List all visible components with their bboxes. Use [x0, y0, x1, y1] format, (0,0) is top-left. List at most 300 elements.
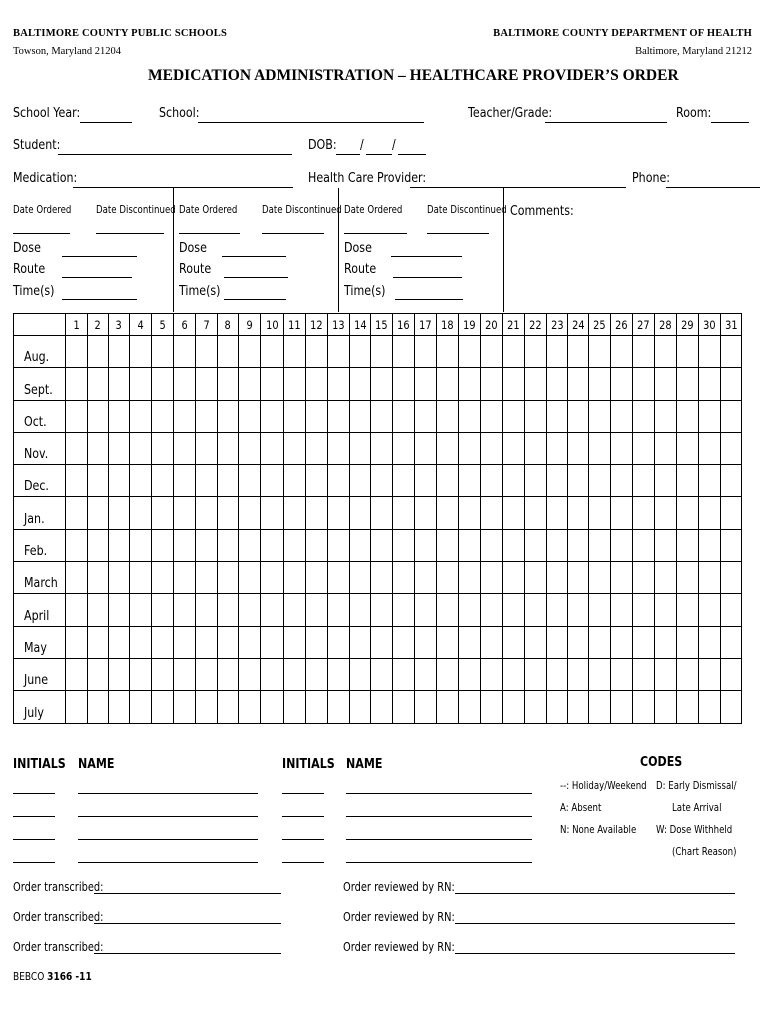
initials-cell[interactable]	[306, 465, 328, 497]
initials-cell[interactable]	[218, 658, 239, 690]
initials-cell[interactable]	[174, 368, 196, 400]
initials-cell[interactable]	[677, 562, 699, 594]
initials-cell[interactable]	[174, 594, 196, 626]
initials-cell[interactable]	[239, 529, 261, 561]
initials-cell[interactable]	[239, 336, 261, 368]
initials-cell[interactable]	[218, 691, 239, 723]
initials-field[interactable]	[282, 862, 324, 863]
initials-cell[interactable]	[547, 626, 568, 658]
name-field[interactable]	[346, 816, 532, 817]
name-field[interactable]	[78, 862, 258, 863]
initials-cell[interactable]	[655, 626, 677, 658]
initials-cell[interactable]	[130, 497, 152, 529]
initials-cell[interactable]	[677, 691, 699, 723]
dob-day-field[interactable]	[366, 154, 392, 155]
initials-cell[interactable]	[393, 691, 415, 723]
initials-cell[interactable]	[437, 465, 459, 497]
initials-cell[interactable]	[174, 465, 196, 497]
initials-cell[interactable]	[109, 529, 130, 561]
initials-cell[interactable]	[568, 400, 589, 432]
initials-cell[interactable]	[109, 562, 130, 594]
initials-cell[interactable]	[721, 594, 742, 626]
order-transcribed-field[interactable]	[94, 953, 281, 954]
initials-cell[interactable]	[88, 691, 109, 723]
initials-cell[interactable]	[130, 691, 152, 723]
date-discontinued-field[interactable]	[262, 233, 324, 234]
initials-cell[interactable]	[589, 368, 611, 400]
initials-cell[interactable]	[261, 626, 284, 658]
initials-cell[interactable]	[721, 691, 742, 723]
initials-cell[interactable]	[88, 497, 109, 529]
initials-cell[interactable]	[218, 497, 239, 529]
initials-cell[interactable]	[437, 497, 459, 529]
initials-cell[interactable]	[152, 497, 174, 529]
initials-cell[interactable]	[459, 691, 481, 723]
initials-cell[interactable]	[655, 368, 677, 400]
initials-cell[interactable]	[633, 497, 655, 529]
initials-cell[interactable]	[130, 432, 152, 464]
initials-cell[interactable]	[328, 658, 350, 690]
initials-cell[interactable]	[196, 368, 218, 400]
initials-cell[interactable]	[350, 400, 371, 432]
initials-cell[interactable]	[284, 497, 306, 529]
initials-cell[interactable]	[611, 562, 633, 594]
initials-cell[interactable]	[130, 529, 152, 561]
initials-cell[interactable]	[284, 432, 306, 464]
initials-cell[interactable]	[655, 658, 677, 690]
initials-cell[interactable]	[611, 497, 633, 529]
initials-cell[interactable]	[677, 594, 699, 626]
initials-cell[interactable]	[481, 432, 503, 464]
initials-cell[interactable]	[547, 368, 568, 400]
initials-cell[interactable]	[284, 562, 306, 594]
initials-cell[interactable]	[721, 336, 742, 368]
initials-cell[interactable]	[350, 529, 371, 561]
initials-cell[interactable]	[284, 465, 306, 497]
initials-cell[interactable]	[328, 562, 350, 594]
name-field[interactable]	[346, 862, 532, 863]
initials-cell[interactable]	[152, 368, 174, 400]
initials-cell[interactable]	[589, 691, 611, 723]
initials-cell[interactable]	[393, 562, 415, 594]
initials-cell[interactable]	[109, 626, 130, 658]
initials-cell[interactable]	[568, 594, 589, 626]
initials-cell[interactable]	[371, 497, 393, 529]
initials-cell[interactable]	[306, 400, 328, 432]
initials-cell[interactable]	[284, 594, 306, 626]
initials-cell[interactable]	[306, 691, 328, 723]
initials-cell[interactable]	[261, 336, 284, 368]
initials-cell[interactable]	[721, 400, 742, 432]
initials-cell[interactable]	[525, 400, 547, 432]
initials-cell[interactable]	[547, 658, 568, 690]
initials-cell[interactable]	[633, 691, 655, 723]
initials-cell[interactable]	[503, 691, 525, 723]
initials-cell[interactable]	[481, 368, 503, 400]
initials-cell[interactable]	[655, 529, 677, 561]
initials-cell[interactable]	[130, 594, 152, 626]
initials-cell[interactable]	[525, 368, 547, 400]
initials-cell[interactable]	[196, 658, 218, 690]
initials-cell[interactable]	[503, 626, 525, 658]
order-reviewed-field[interactable]	[455, 953, 735, 954]
initials-cell[interactable]	[152, 529, 174, 561]
initials-cell[interactable]	[525, 562, 547, 594]
initials-cell[interactable]	[589, 432, 611, 464]
initials-cell[interactable]	[239, 432, 261, 464]
initials-cell[interactable]	[393, 432, 415, 464]
initials-cell[interactable]	[66, 658, 88, 690]
initials-cell[interactable]	[174, 691, 196, 723]
initials-cell[interactable]	[721, 562, 742, 594]
initials-cell[interactable]	[437, 529, 459, 561]
initials-cell[interactable]	[306, 368, 328, 400]
initials-cell[interactable]	[239, 497, 261, 529]
initials-field[interactable]	[13, 816, 55, 817]
initials-cell[interactable]	[109, 594, 130, 626]
initials-cell[interactable]	[328, 497, 350, 529]
initials-cell[interactable]	[218, 562, 239, 594]
initials-cell[interactable]	[239, 400, 261, 432]
initials-cell[interactable]	[721, 368, 742, 400]
initials-cell[interactable]	[130, 368, 152, 400]
initials-cell[interactable]	[66, 594, 88, 626]
initials-cell[interactable]	[547, 465, 568, 497]
initials-cell[interactable]	[284, 626, 306, 658]
initials-cell[interactable]	[218, 626, 239, 658]
initials-cell[interactable]	[218, 465, 239, 497]
initials-cell[interactable]	[174, 497, 196, 529]
initials-cell[interactable]	[459, 465, 481, 497]
initials-cell[interactable]	[152, 400, 174, 432]
initials-cell[interactable]	[66, 691, 88, 723]
initials-cell[interactable]	[350, 658, 371, 690]
route-field[interactable]	[224, 277, 288, 278]
initials-cell[interactable]	[174, 562, 196, 594]
initials-cell[interactable]	[66, 529, 88, 561]
initials-cell[interactable]	[481, 400, 503, 432]
initials-cell[interactable]	[371, 626, 393, 658]
initials-cell[interactable]	[589, 562, 611, 594]
initials-cell[interactable]	[611, 691, 633, 723]
initials-cell[interactable]	[611, 594, 633, 626]
initials-cell[interactable]	[677, 400, 699, 432]
initials-cell[interactable]	[152, 432, 174, 464]
initials-cell[interactable]	[633, 465, 655, 497]
initials-cell[interactable]	[547, 691, 568, 723]
initials-cell[interactable]	[415, 626, 437, 658]
initials-cell[interactable]	[196, 497, 218, 529]
initials-cell[interactable]	[88, 626, 109, 658]
date-ordered-field[interactable]	[179, 233, 240, 234]
initials-cell[interactable]	[239, 594, 261, 626]
initials-cell[interactable]	[196, 594, 218, 626]
initials-cell[interactable]	[611, 465, 633, 497]
dob-year-field[interactable]	[398, 154, 426, 155]
initials-cell[interactable]	[415, 594, 437, 626]
initials-cell[interactable]	[589, 626, 611, 658]
initials-cell[interactable]	[196, 336, 218, 368]
initials-cell[interactable]	[284, 368, 306, 400]
initials-cell[interactable]	[415, 691, 437, 723]
initials-cell[interactable]	[88, 465, 109, 497]
times-field[interactable]	[62, 299, 137, 300]
initials-cell[interactable]	[525, 497, 547, 529]
initials-cell[interactable]	[371, 336, 393, 368]
initials-cell[interactable]	[393, 658, 415, 690]
initials-cell[interactable]	[415, 562, 437, 594]
initials-cell[interactable]	[503, 658, 525, 690]
initials-cell[interactable]	[481, 658, 503, 690]
initials-cell[interactable]	[109, 691, 130, 723]
initials-cell[interactable]	[437, 432, 459, 464]
initials-cell[interactable]	[350, 562, 371, 594]
initials-cell[interactable]	[459, 400, 481, 432]
initials-cell[interactable]	[677, 626, 699, 658]
initials-cell[interactable]	[525, 529, 547, 561]
initials-cell[interactable]	[677, 465, 699, 497]
initials-cell[interactable]	[568, 465, 589, 497]
initials-cell[interactable]	[568, 336, 589, 368]
initials-cell[interactable]	[218, 594, 239, 626]
initials-cell[interactable]	[525, 658, 547, 690]
initials-cell[interactable]	[371, 529, 393, 561]
initials-cell[interactable]	[459, 626, 481, 658]
initials-cell[interactable]	[239, 562, 261, 594]
initials-cell[interactable]	[218, 368, 239, 400]
initials-cell[interactable]	[393, 400, 415, 432]
initials-cell[interactable]	[371, 562, 393, 594]
initials-cell[interactable]	[109, 336, 130, 368]
initials-cell[interactable]	[503, 529, 525, 561]
initials-cell[interactable]	[699, 400, 721, 432]
initials-cell[interactable]	[459, 594, 481, 626]
initials-cell[interactable]	[109, 658, 130, 690]
initials-cell[interactable]	[503, 594, 525, 626]
initials-cell[interactable]	[174, 432, 196, 464]
initials-cell[interactable]	[589, 465, 611, 497]
initials-cell[interactable]	[677, 497, 699, 529]
initials-cell[interactable]	[611, 400, 633, 432]
initials-cell[interactable]	[371, 400, 393, 432]
initials-cell[interactable]	[568, 626, 589, 658]
initials-cell[interactable]	[503, 336, 525, 368]
initials-cell[interactable]	[174, 400, 196, 432]
initials-cell[interactable]	[152, 336, 174, 368]
initials-cell[interactable]	[655, 497, 677, 529]
initials-cell[interactable]	[130, 626, 152, 658]
initials-cell[interactable]	[481, 497, 503, 529]
initials-cell[interactable]	[239, 465, 261, 497]
initials-cell[interactable]	[459, 497, 481, 529]
initials-cell[interactable]	[699, 336, 721, 368]
initials-cell[interactable]	[547, 336, 568, 368]
initials-cell[interactable]	[306, 497, 328, 529]
initials-cell[interactable]	[611, 658, 633, 690]
initials-cell[interactable]	[152, 626, 174, 658]
initials-cell[interactable]	[350, 691, 371, 723]
initials-cell[interactable]	[437, 691, 459, 723]
initials-cell[interactable]	[481, 562, 503, 594]
initials-cell[interactable]	[328, 465, 350, 497]
initials-cell[interactable]	[239, 658, 261, 690]
initials-cell[interactable]	[328, 368, 350, 400]
initials-cell[interactable]	[261, 562, 284, 594]
initials-cell[interactable]	[239, 691, 261, 723]
initials-cell[interactable]	[88, 658, 109, 690]
initials-cell[interactable]	[350, 594, 371, 626]
initials-cell[interactable]	[350, 626, 371, 658]
initials-field[interactable]	[282, 839, 324, 840]
initials-cell[interactable]	[415, 432, 437, 464]
initials-cell[interactable]	[88, 400, 109, 432]
initials-cell[interactable]	[503, 432, 525, 464]
initials-cell[interactable]	[437, 562, 459, 594]
initials-cell[interactable]	[547, 562, 568, 594]
initials-cell[interactable]	[66, 562, 88, 594]
initials-cell[interactable]	[503, 562, 525, 594]
initials-cell[interactable]	[109, 368, 130, 400]
initials-cell[interactable]	[677, 336, 699, 368]
initials-cell[interactable]	[481, 465, 503, 497]
initials-cell[interactable]	[459, 368, 481, 400]
date-ordered-field[interactable]	[13, 233, 70, 234]
initials-cell[interactable]	[109, 465, 130, 497]
initials-cell[interactable]	[66, 465, 88, 497]
initials-cell[interactable]	[459, 658, 481, 690]
initials-cell[interactable]	[393, 529, 415, 561]
initials-cell[interactable]	[306, 562, 328, 594]
initials-cell[interactable]	[196, 465, 218, 497]
initials-cell[interactable]	[633, 336, 655, 368]
initials-cell[interactable]	[393, 336, 415, 368]
initials-cell[interactable]	[350, 336, 371, 368]
initials-cell[interactable]	[371, 465, 393, 497]
route-field[interactable]	[393, 277, 462, 278]
initials-cell[interactable]	[66, 400, 88, 432]
initials-cell[interactable]	[393, 368, 415, 400]
dose-field[interactable]	[391, 256, 462, 257]
initials-cell[interactable]	[525, 691, 547, 723]
initials-cell[interactable]	[611, 432, 633, 464]
initials-cell[interactable]	[633, 529, 655, 561]
initials-cell[interactable]	[633, 432, 655, 464]
initials-cell[interactable]	[481, 529, 503, 561]
initials-cell[interactable]	[525, 626, 547, 658]
initials-field[interactable]	[13, 862, 55, 863]
initials-cell[interactable]	[196, 529, 218, 561]
initials-cell[interactable]	[218, 400, 239, 432]
initials-cell[interactable]	[306, 432, 328, 464]
initials-cell[interactable]	[547, 594, 568, 626]
initials-cell[interactable]	[611, 336, 633, 368]
initials-cell[interactable]	[415, 529, 437, 561]
initials-cell[interactable]	[306, 529, 328, 561]
dose-field[interactable]	[222, 256, 286, 257]
initials-cell[interactable]	[261, 594, 284, 626]
initials-cell[interactable]	[437, 336, 459, 368]
initials-cell[interactable]	[677, 432, 699, 464]
initials-cell[interactable]	[699, 368, 721, 400]
name-field[interactable]	[78, 839, 258, 840]
initials-cell[interactable]	[525, 465, 547, 497]
initials-cell[interactable]	[503, 497, 525, 529]
initials-cell[interactable]	[611, 626, 633, 658]
initials-cell[interactable]	[218, 336, 239, 368]
initials-cell[interactable]	[152, 562, 174, 594]
initials-cell[interactable]	[525, 432, 547, 464]
initials-cell[interactable]	[589, 594, 611, 626]
initials-cell[interactable]	[284, 658, 306, 690]
initials-cell[interactable]	[437, 368, 459, 400]
initials-cell[interactable]	[306, 594, 328, 626]
initials-cell[interactable]	[721, 465, 742, 497]
initials-cell[interactable]	[350, 497, 371, 529]
initials-cell[interactable]	[459, 336, 481, 368]
phone-field[interactable]	[666, 187, 760, 188]
teacher-grade-field[interactable]	[545, 122, 667, 123]
school-year-field[interactable]	[80, 122, 132, 123]
times-field[interactable]	[395, 299, 463, 300]
initials-cell[interactable]	[218, 432, 239, 464]
initials-cell[interactable]	[130, 658, 152, 690]
initials-cell[interactable]	[677, 529, 699, 561]
initials-cell[interactable]	[371, 691, 393, 723]
initials-cell[interactable]	[459, 562, 481, 594]
initials-cell[interactable]	[547, 432, 568, 464]
initials-cell[interactable]	[655, 432, 677, 464]
initials-cell[interactable]	[547, 497, 568, 529]
initials-cell[interactable]	[589, 400, 611, 432]
initials-cell[interactable]	[261, 400, 284, 432]
initials-cell[interactable]	[655, 594, 677, 626]
initials-cell[interactable]	[721, 658, 742, 690]
initials-cell[interactable]	[66, 336, 88, 368]
initials-cell[interactable]	[261, 368, 284, 400]
dob-month-field[interactable]	[336, 154, 360, 155]
initials-cell[interactable]	[415, 497, 437, 529]
initials-cell[interactable]	[66, 432, 88, 464]
name-field[interactable]	[346, 839, 532, 840]
initials-cell[interactable]	[261, 432, 284, 464]
initials-cell[interactable]	[284, 691, 306, 723]
initials-cell[interactable]	[568, 497, 589, 529]
initials-cell[interactable]	[699, 594, 721, 626]
initials-cell[interactable]	[633, 594, 655, 626]
initials-cell[interactable]	[88, 529, 109, 561]
school-field[interactable]	[198, 122, 424, 123]
initials-cell[interactable]	[699, 432, 721, 464]
initials-cell[interactable]	[306, 658, 328, 690]
initials-cell[interactable]	[481, 594, 503, 626]
initials-cell[interactable]	[481, 626, 503, 658]
initials-cell[interactable]	[350, 368, 371, 400]
initials-cell[interactable]	[503, 368, 525, 400]
initials-cell[interactable]	[88, 562, 109, 594]
initials-cell[interactable]	[130, 400, 152, 432]
order-reviewed-field[interactable]	[455, 893, 735, 894]
initials-cell[interactable]	[239, 368, 261, 400]
initials-cell[interactable]	[371, 594, 393, 626]
initials-cell[interactable]	[218, 529, 239, 561]
initials-cell[interactable]	[371, 658, 393, 690]
initials-cell[interactable]	[109, 400, 130, 432]
provider-field[interactable]	[410, 187, 626, 188]
initials-cell[interactable]	[611, 529, 633, 561]
initials-cell[interactable]	[393, 594, 415, 626]
date-discontinued-field[interactable]	[96, 233, 164, 234]
initials-cell[interactable]	[284, 400, 306, 432]
